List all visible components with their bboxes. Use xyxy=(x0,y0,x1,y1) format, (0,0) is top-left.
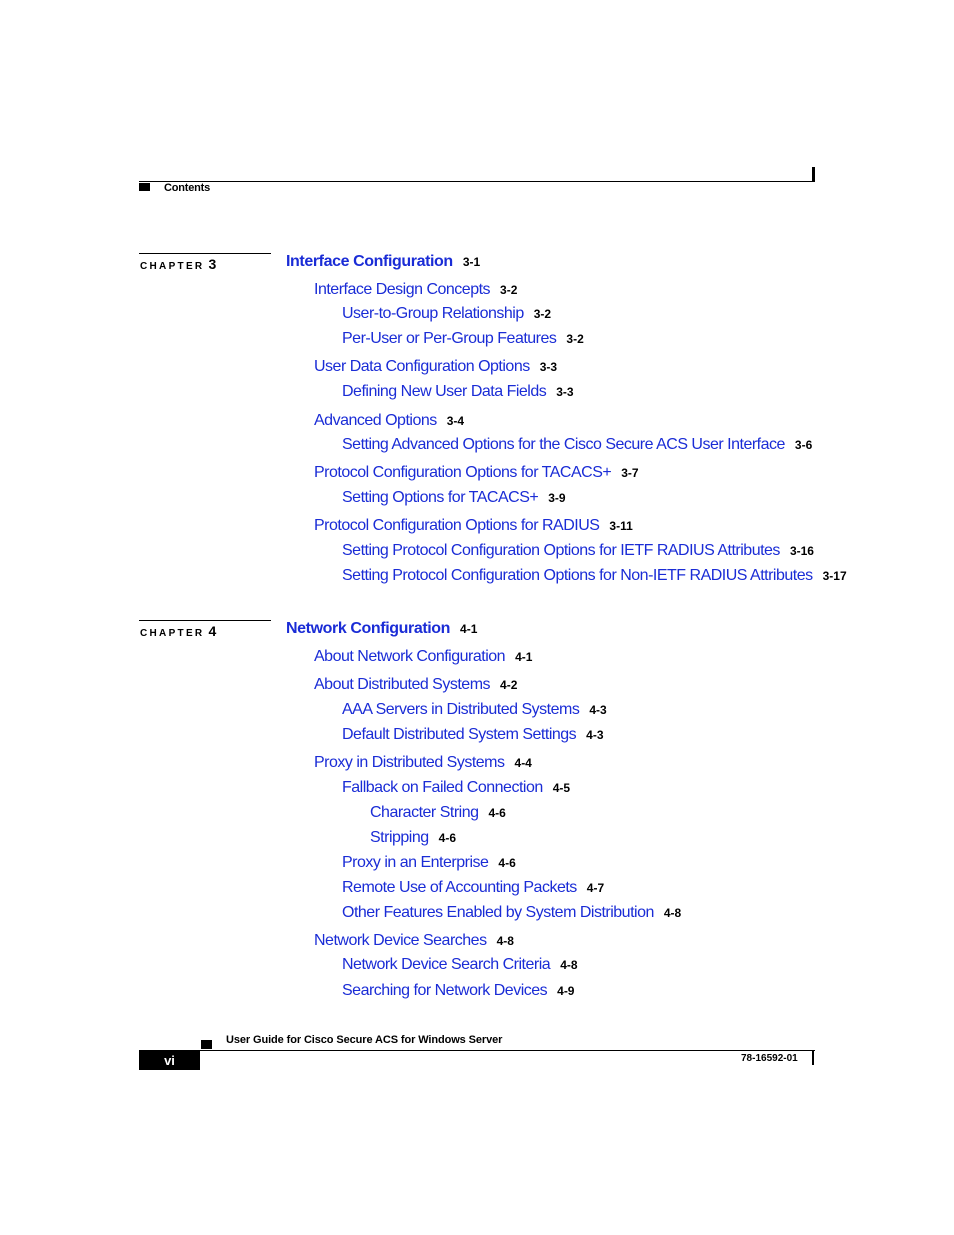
toc-entry-page: 3-3 xyxy=(539,360,558,374)
toc-entry-title[interactable]: Fallback on Failed Connection xyxy=(342,779,543,796)
chapter-4-heading xyxy=(140,623,216,639)
header-edge-bar xyxy=(812,167,815,182)
chapter-3-heading xyxy=(140,256,216,272)
toc-entry-page: 4-8 xyxy=(496,934,514,948)
toc-entry[interactable] xyxy=(342,489,566,507)
toc-entry-title[interactable]: About Network Configuration xyxy=(314,648,506,665)
toc-entry-title[interactable]: User-to-Group Relationship xyxy=(342,305,524,322)
toc-entry-page: 4-3 xyxy=(586,728,604,742)
toc-entry-title[interactable]: Interface Design Concepts xyxy=(314,281,491,298)
toc-entry[interactable] xyxy=(314,281,517,299)
toc-entry-page: 4-4 xyxy=(514,756,532,770)
footer-rule xyxy=(139,1050,815,1051)
toc-entry-page: 4-3 xyxy=(589,703,607,717)
chapter-number: 3 xyxy=(208,256,217,272)
toc-entry-page: 3-3 xyxy=(556,385,574,399)
toc-entry-page: 3-2 xyxy=(500,283,518,297)
toc-entry[interactable] xyxy=(342,854,516,872)
toc-entry-title[interactable]: AAA Servers in Distributed Systems xyxy=(342,701,580,718)
toc-entry-page: 3-11 xyxy=(609,519,633,533)
header-marker xyxy=(139,183,150,191)
toc-entry[interactable] xyxy=(370,829,456,847)
toc-entry-page: 3-9 xyxy=(548,491,566,505)
toc-entry-title[interactable]: Interface Configuration xyxy=(286,253,453,270)
toc-entry-title[interactable]: Setting Protocol Configuration Options for IETF RADIUS Attributes xyxy=(342,542,780,559)
toc-entry[interactable] xyxy=(342,956,578,974)
chapter-number: 4 xyxy=(208,623,217,639)
doc-number: 78-16592-01 xyxy=(741,1053,798,1064)
footer-marker xyxy=(201,1040,212,1049)
chapter-label: CHAPTER xyxy=(140,628,205,639)
toc-entry-title[interactable]: Protocol Configuration Options for RADIUS xyxy=(314,517,600,534)
toc-entry-title[interactable]: About Distributed Systems xyxy=(314,676,491,693)
toc-entry-page: 3-6 xyxy=(794,438,813,452)
toc-entry-title[interactable]: Network Device Search Criteria xyxy=(342,956,551,973)
toc-entry[interactable] xyxy=(314,358,557,376)
toc-entry[interactable] xyxy=(314,464,639,482)
toc-entry-page: 4-9 xyxy=(557,984,575,998)
chapter-3-rule xyxy=(139,253,271,254)
toc-entry-title[interactable]: Other Features Enabled by System Distribution xyxy=(342,904,654,921)
footer-edge-bar xyxy=(812,1051,814,1065)
toc-entry-page: 3-4 xyxy=(446,414,465,428)
toc-entry-title[interactable]: Setting Protocol Configuration Options for Non-IETF RADIUS Attributes xyxy=(342,567,813,584)
toc-entry[interactable] xyxy=(342,436,812,454)
toc-entry-title[interactable]: Network Configuration xyxy=(286,620,451,637)
toc-entry-page: 3-1 xyxy=(462,255,481,269)
toc-entry-title[interactable]: Network Device Searches xyxy=(314,932,487,949)
footer-title: User Guide for Cisco Secure ACS for Windows Server xyxy=(226,1034,503,1046)
toc-entry[interactable] xyxy=(314,932,514,950)
toc-entry-title[interactable]: Character String xyxy=(370,804,479,821)
toc-entry-title[interactable]: Remote Use of Accounting Packets xyxy=(342,879,577,896)
toc-entry[interactable] xyxy=(342,542,814,560)
page-number: vi xyxy=(139,1051,200,1070)
toc-entry[interactable] xyxy=(370,804,506,822)
toc-entry[interactable] xyxy=(314,754,532,772)
toc-entry[interactable] xyxy=(342,904,681,922)
toc-entry[interactable] xyxy=(342,982,574,1000)
toc-entry[interactable] xyxy=(314,676,517,694)
toc-entry[interactable] xyxy=(342,305,551,323)
toc-entry-page: 3-2 xyxy=(533,307,552,321)
toc-entry-title[interactable]: Setting Options for TACACS+ xyxy=(342,489,539,506)
toc-entry-title[interactable]: Proxy in an Enterprise xyxy=(342,854,489,871)
toc-entry-title[interactable]: Defining New User Data Fields xyxy=(342,383,547,400)
toc-entry-page: 3-2 xyxy=(566,332,584,346)
toc-entry[interactable] xyxy=(314,517,633,535)
toc-entry-title[interactable]: Setting Advanced Options for the Cisco Secure ACS User Interface xyxy=(342,436,785,453)
toc-entry[interactable] xyxy=(286,620,477,638)
toc-entry[interactable] xyxy=(342,330,584,348)
toc-entry-page: 3-17 xyxy=(822,569,847,583)
toc-entry-title[interactable]: Stripping xyxy=(370,829,429,846)
toc-entry-page: 4-6 xyxy=(498,856,516,870)
toc-entry-title[interactable]: Default Distributed System Settings xyxy=(342,726,577,743)
toc-entry[interactable] xyxy=(286,253,480,271)
toc-entry-title[interactable]: Searching for Network Devices xyxy=(342,982,548,999)
toc-entry-page: 3-16 xyxy=(789,544,814,558)
toc-entry-title[interactable]: Advanced Options xyxy=(314,412,437,429)
toc-entry-page: 4-1 xyxy=(460,622,478,636)
header-rule xyxy=(139,181,815,182)
toc-entry-title[interactable]: User Data Configuration Options xyxy=(314,358,530,375)
toc-entry[interactable] xyxy=(342,383,574,401)
toc-entry-page: 4-6 xyxy=(488,806,506,820)
toc-entry[interactable] xyxy=(342,879,604,897)
toc-entry-page: 4-7 xyxy=(586,881,605,895)
toc-entry-title[interactable]: Protocol Configuration Options for TACACS+ xyxy=(314,464,612,481)
toc-entry[interactable] xyxy=(314,648,532,666)
toc-entry-title[interactable]: Proxy in Distributed Systems xyxy=(314,754,505,771)
toc-entry-page: 4-1 xyxy=(515,650,533,664)
toc-entry-page: 3-7 xyxy=(621,466,639,480)
toc-entry-page: 4-8 xyxy=(663,906,682,920)
toc-entry[interactable] xyxy=(314,412,464,430)
chapter-4-rule xyxy=(139,620,271,621)
header-label: Contents xyxy=(164,182,211,194)
toc-entry-title[interactable]: Per-User or Per-Group Features xyxy=(342,330,557,347)
toc-entry[interactable] xyxy=(342,779,570,797)
toc-entry[interactable] xyxy=(342,701,607,719)
toc-entry[interactable] xyxy=(342,726,604,744)
toc-entry-page: 4-6 xyxy=(438,831,456,845)
toc-entry-page: 4-8 xyxy=(560,958,578,972)
chapter-label: CHAPTER xyxy=(140,261,205,272)
toc-entry[interactable] xyxy=(342,567,847,585)
toc-entry-page: 4-5 xyxy=(552,781,571,795)
toc-entry-page: 4-2 xyxy=(500,678,518,692)
